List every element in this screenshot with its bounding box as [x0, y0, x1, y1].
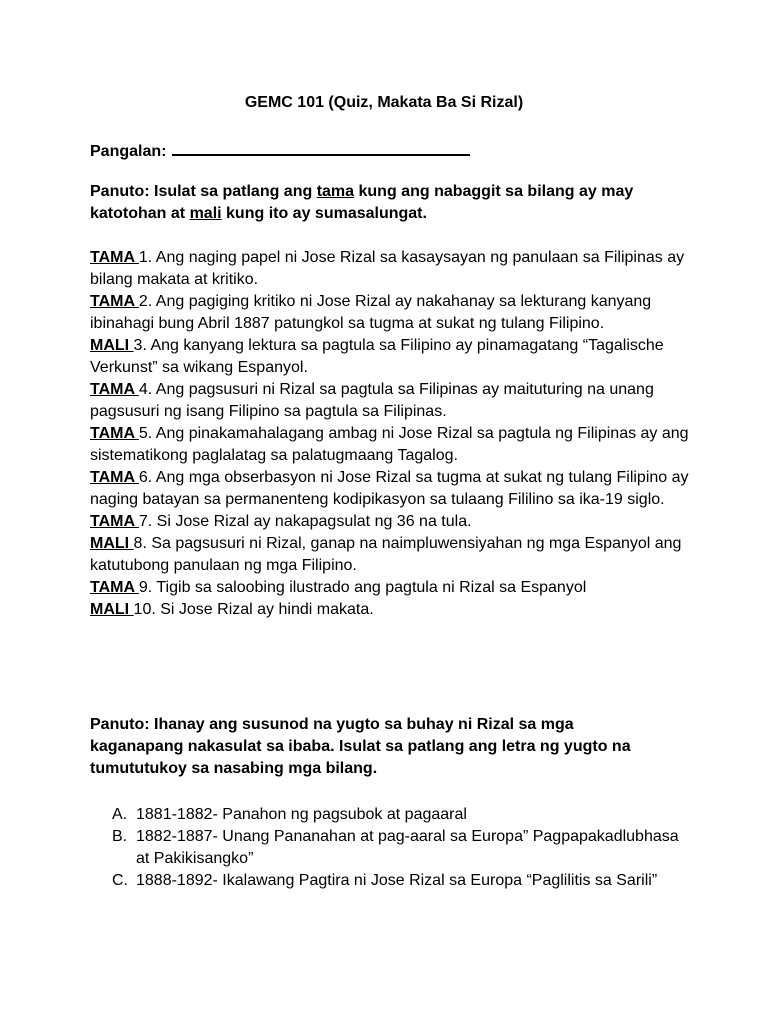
item-answer: TAMA: [90, 469, 139, 486]
item-text: 10. Si Jose Rizal ay hindi makata.: [133, 601, 374, 618]
item-text: 8. Sa pagsusuri ni Rizal, ganap na naimpluwensiyahan ng mga Espanyol ang katutubong panulaan ng mga Filipino.: [90, 535, 682, 574]
choice-text: 1881-1882- Panahon ng pagsubok at pagaaral: [136, 806, 467, 823]
document-title: GEMC 101 (Quiz, Makata Ba Si Rizal): [244, 94, 524, 111]
choice-item: [90, 870, 690, 892]
item-text: 6. Ang mga obserbasyon ni Jose Rizal sa tugma at sukat ng tulang Filipino ay naging batayan sa permanenteng kodipikasyon sa tulaang Fililino sa ika-19 siglo.: [90, 469, 689, 508]
name-label: Pangalan:: [90, 143, 167, 160]
name-field: [90, 139, 470, 162]
item-answer: TAMA: [90, 425, 139, 442]
instruction-matching: Panuto: Ihanay ang susunod na yugto sa buhay ni Rizal sa mga kaganapang nakasulat sa ibaba. Isulat sa patlang ang letra ng yugto na tumututukoy sa nasabing mga bilang.: [90, 716, 631, 777]
item-answer: TAMA: [90, 381, 139, 398]
item-text: 1. Ang naging papel ni Jose Rizal sa kasaysayan ng panulaan sa Filipinas ay bilang makata at kritiko.: [90, 249, 685, 288]
item-text: 4. Ang pagsusuri ni Rizal sa pagtula sa Filipinas ay maituturing na unang pagsusuri ng isang Filipino sa pagtula sa Filipinas.: [90, 381, 654, 420]
instruction-true-false: [90, 181, 690, 225]
quiz-item: [90, 599, 690, 621]
quiz-item: [90, 577, 690, 599]
quiz-item: [90, 533, 690, 577]
item-answer: TAMA: [90, 249, 139, 266]
item-answer: MALI: [90, 601, 134, 618]
quiz-item: [90, 379, 690, 423]
item-text: 9. Tigib sa saloobing ilustrado ang pagtula ni Rizal sa Espanyol: [138, 579, 587, 596]
item-text: 7. Si Jose Rizal ay nakapagsulat ng 36 na tula.: [138, 513, 472, 530]
choice-item: [90, 804, 690, 826]
item-answer: TAMA: [90, 293, 139, 310]
instruction1-part1: Panuto: Isulat sa patlang ang: [90, 183, 317, 200]
quiz-item: [90, 291, 690, 335]
choice-text: 1882-1887- Unang Pananahan at pag-aaral sa Europa” Pagpapakadlubhasa at Pakikisangko”: [136, 828, 679, 867]
quiz-items-list: [90, 247, 690, 621]
choice-item: [90, 826, 690, 870]
item-text: 5. Ang pinakamahalagang ambag ni Jose Rizal sa pagtula ng Filipinas ay ang sistematikong paglalatag sa palatugmaang Tagalog.: [90, 425, 689, 464]
instruction1-part2: kung ang nabaggit sa bilang ay may katotohan at: [90, 183, 634, 222]
quiz-item: [90, 423, 690, 467]
item-text: 3. Ang kanyang lektura sa pagtula sa Filipino ay pinamagatang “Tagalische Verkunst” sa wikang Espanyol.: [90, 337, 664, 376]
name-blank-line[interactable]: [172, 139, 470, 156]
quiz-item: [90, 467, 690, 511]
item-answer: MALI: [90, 337, 134, 354]
instruction1-mali: mali: [189, 205, 222, 222]
quiz-item: [90, 247, 690, 291]
quiz-item: [90, 511, 690, 533]
item-answer: MALI: [90, 535, 134, 552]
choice-letter: C.: [112, 872, 128, 889]
item-answer: TAMA: [90, 513, 139, 530]
item-answer: TAMA: [90, 579, 139, 596]
item-text: 2. Ang pagiging kritiko ni Jose Rizal ay nakahanay sa lekturang kanyang ibinahagi bung Abril 1887 patungkol sa tugma at sukat ng tulang Filipino.: [90, 293, 652, 332]
instruction1-part3: kung ito ay sumasalungat.: [221, 205, 427, 222]
choice-text: 1888-1892- Ikalawang Pagtira ni Jose Rizal sa Europa “Paglilitis sa Sarili”: [136, 872, 658, 889]
choice-letter: B.: [112, 828, 128, 845]
choices-list: [90, 804, 690, 892]
choice-letter: A.: [112, 806, 128, 823]
quiz-item: [90, 335, 690, 379]
instruction1-tama: tama: [316, 183, 355, 200]
